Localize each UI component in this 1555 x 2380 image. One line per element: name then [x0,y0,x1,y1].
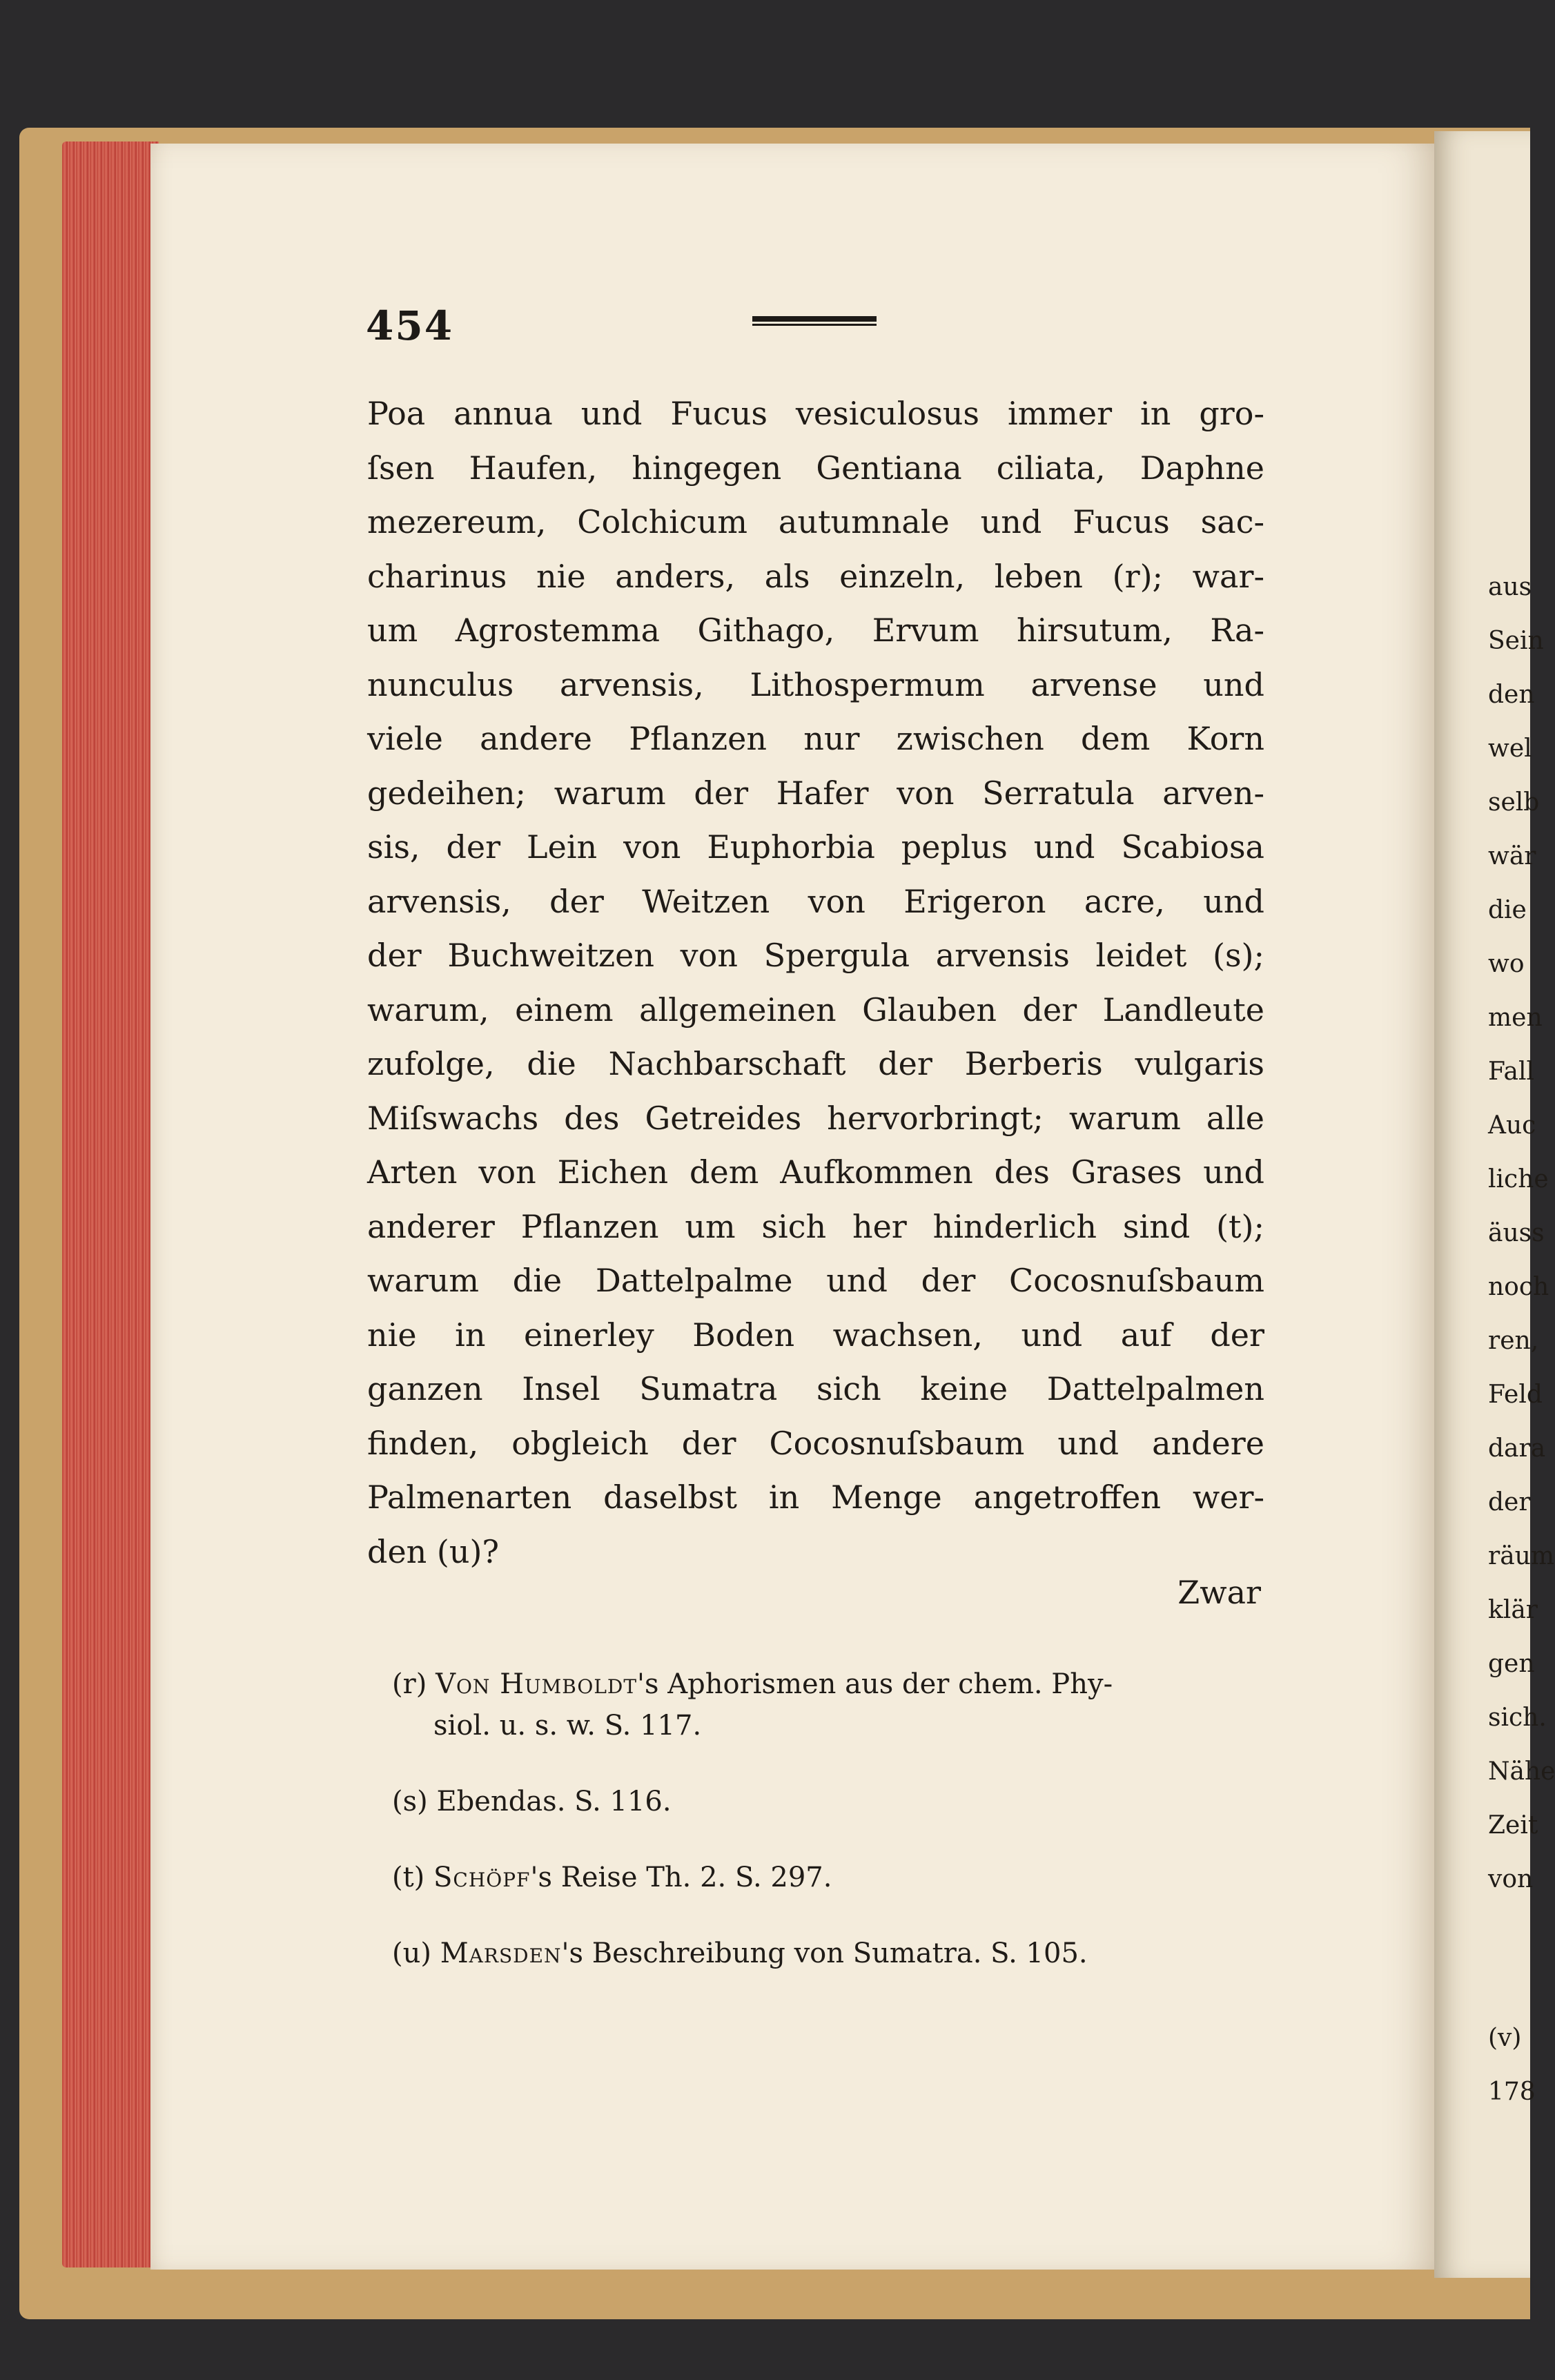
footnotes [392,1664,1262,2009]
facing-fragment: Sein [1488,627,1544,655]
page-number: 454 [366,302,454,349]
facing-fragment: men [1488,1004,1543,1032]
text-line: warum, einem allgemeinen Glauben der Landleute [367,991,1264,1028]
page-edges [62,142,159,2267]
footnote-s [392,1781,1262,1822]
facing-fragment: von [1488,1865,1534,1893]
footnote-author: Schöpf [433,1862,531,1893]
footnote-mark: (r) [392,1668,427,1700]
header-rule [752,316,877,326]
facing-fragment: liche [1488,1165,1549,1193]
text-line: sis, der Lein von Euphorbia peplus und Scabiosa [367,828,1264,866]
facing-fragment: Feld [1488,1381,1543,1409]
text-line: Arten von Eichen dem Aufkommen des Grases und [367,1153,1264,1191]
facing-fragment: wär [1488,842,1536,870]
text-line: ſsen Haufen, hingegen Gentiana ciliata, Daphne [367,449,1264,487]
footnote-mark: (t) [392,1862,425,1893]
facing-fragment: 178 [1488,2078,1536,2106]
facing-fragment: sich. [1488,1704,1547,1732]
text-line: um Agrostemma Githago, Ervum hirsutum, Ra- [367,612,1264,649]
text-line: ganzen Insel Sumatra sich keine Dattelpalmen [367,1370,1264,1407]
text-line: finden, obgleich der Cocosnuſsbaum und andere [367,1424,1264,1462]
facing-fragment: Zeit [1488,1811,1538,1840]
footnote-author: Marsden [440,1938,562,1969]
text-line: anderer Pflanzen um sich her hinderlich sind (t); [367,1207,1264,1245]
footnote-text: 's Aphorismen aus der chem. Phy- [637,1668,1113,1700]
facing-page [1434,131,1555,2278]
text-line: zufolge, die Nachbarschaft der Berberis vulgaris [367,1045,1264,1082]
facing-fragment: wel [1488,734,1532,763]
text-line: nunculus arvensis, Lithospermum arvense und [367,665,1264,703]
text-line: nie in einerley Boden wachsen, und auf der [367,1316,1264,1354]
facing-fragment: selb [1488,788,1540,817]
facing-fragment: die [1488,896,1527,924]
footnote-u [392,1933,1262,1974]
footnote-text: 's Beschreibung von Sumatra. S. 105. [561,1938,1088,1969]
footnote-author: Von Humboldt [436,1668,638,1700]
text-line: viele andere Pflanzen nur zwischen dem Korn [367,720,1264,757]
facing-fragment: klär [1488,1596,1538,1624]
facing-fragment: aus [1488,573,1532,601]
facing-fragment: Nähe [1488,1757,1555,1786]
body-text [367,387,1264,1579]
text-line: warum die Dattelpalme und der Cocosnuſsbaum [367,1262,1264,1299]
footnote-r [392,1664,1262,1746]
text-line: gedeihen; warum der Hafer von Serratula arven- [367,774,1264,812]
footnote-mark: (u) [392,1938,431,1969]
footnote-continuation: siol. u. s. w. S. 117. [433,1710,702,1742]
facing-fragment: der [1488,1488,1531,1516]
text-line: charinus nie anders, als einzeln, leben (r); war- [367,557,1264,595]
text-line: Poa annua und Fucus vesiculosus immer in gro- [367,395,1264,432]
facing-fragment: äuss [1488,1219,1545,1247]
text-line: Palmenarten daselbst in Menge angetroffen wer- [367,1479,1264,1516]
facing-fragment: Fall [1488,1057,1535,1086]
footnote-text: 's Reise Th. 2. S. 297. [530,1862,832,1893]
facing-fragment: den [1488,681,1535,709]
text-line: arvensis, der Weitzen von Erigeron acre, und [367,882,1264,920]
text-line: den (u)? [367,1532,500,1570]
facing-fragment: wo [1488,950,1525,978]
facing-fragment: Auc [1488,1111,1536,1140]
facing-fragment: gen [1488,1650,1535,1678]
text-line: Miſswachs des Getreides hervorbringt; warum alle [367,1099,1264,1137]
facing-fragment: ren, [1488,1327,1539,1355]
footnote-mark: (s) [392,1786,428,1817]
footnote-t [392,1857,1262,1898]
text-line: der Buchweitzen von Spergula arvensis leidet (s); [367,937,1264,974]
facing-fragment: noch [1488,1273,1549,1301]
facing-fragment: dara [1488,1434,1546,1463]
facing-fragment: (v) [1488,2024,1522,2052]
footnote-text: Ebendas. S. 116. [436,1786,672,1817]
text-line: mezereum, Colchicum autumnale und Fucus sac- [367,503,1264,540]
catchword: Zwar [1177,1574,1261,1611]
facing-fragment: räum [1488,1542,1554,1570]
